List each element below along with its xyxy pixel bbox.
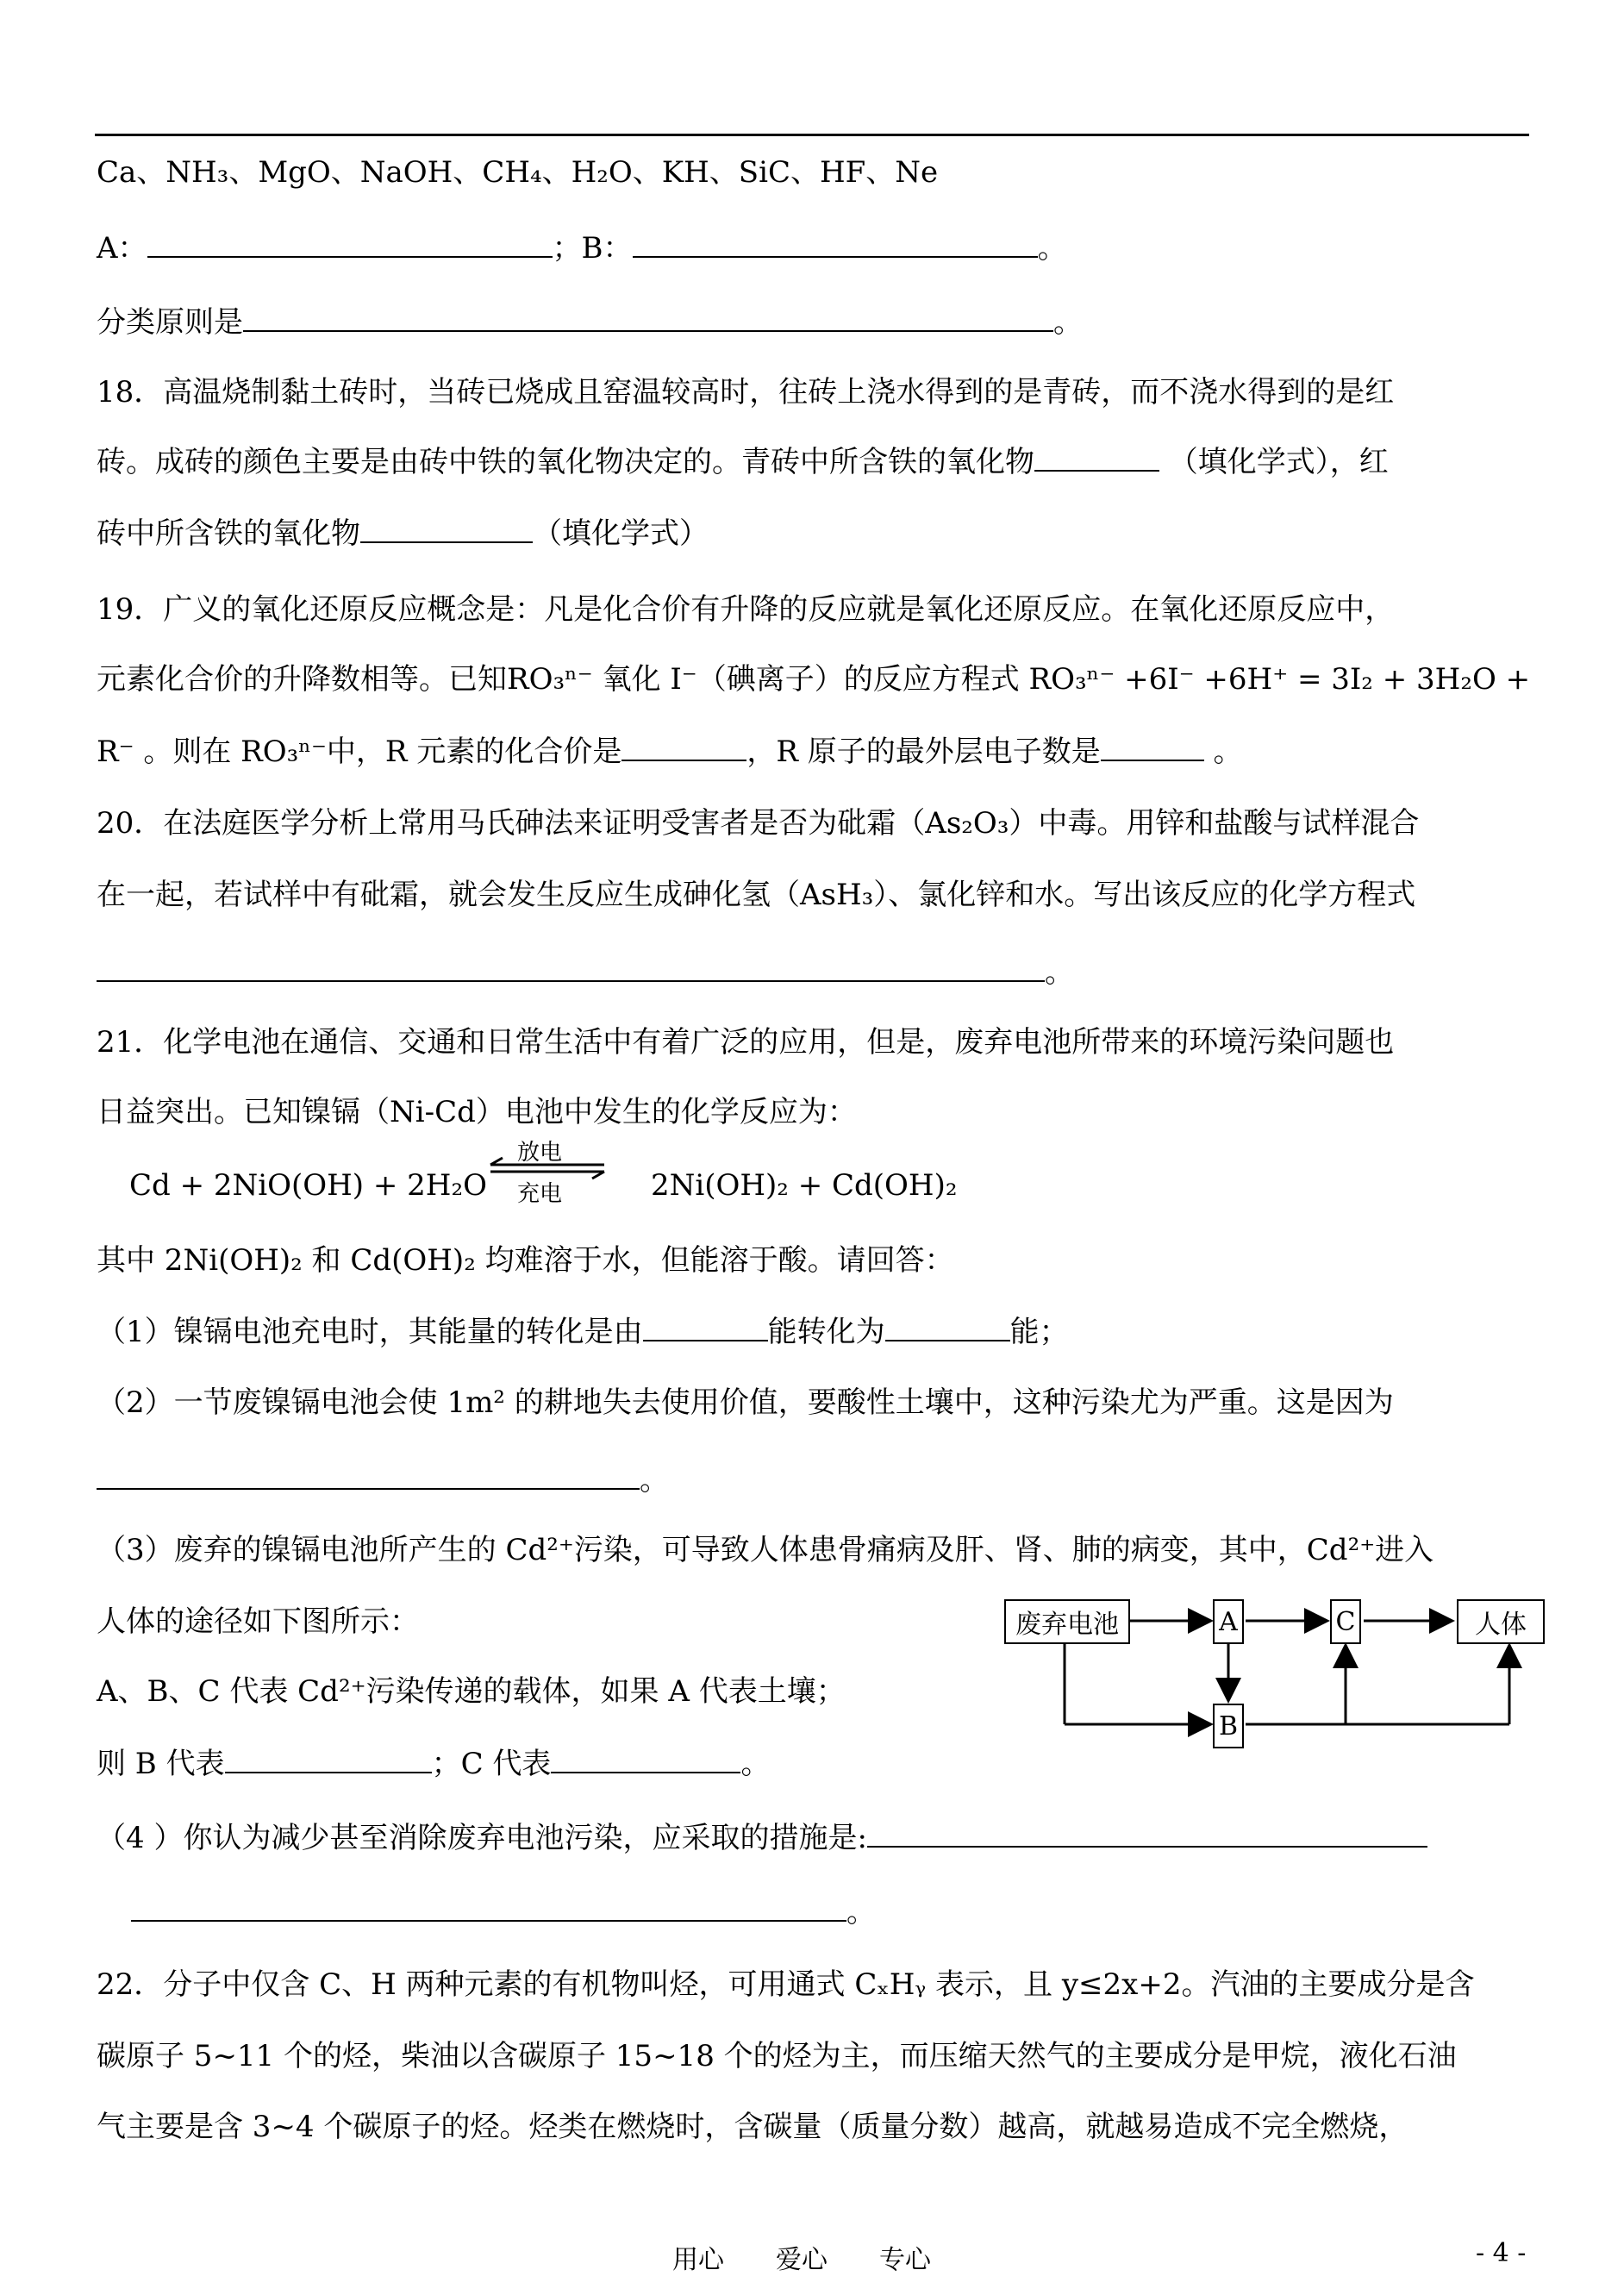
q18-line2 xyxy=(97,443,1529,481)
period: 。 xyxy=(846,1895,876,1929)
q20-line2: 在一起，若试样中有砒霜，就会发生反应生成砷化氢（AsH₃）、氯化锌和水。写出该反应的化学方程式 xyxy=(97,878,1416,912)
blank-a[interactable] xyxy=(147,230,553,258)
q21-text: （1）镍镉电池充电时，其能量的转化是由 xyxy=(97,1315,643,1349)
q21-line1: 21．化学电池在通信、交通和日常生活中有着广泛的应用，但是，废弃电池所带来的环境污染问题也 xyxy=(97,1025,1395,1060)
substance-list: Ca、NH₃、MgO、NaOH、CH₄、H₂O、KH、SiC、HF、Ne xyxy=(97,155,939,190)
blank-q21-energy-from[interactable] xyxy=(643,1314,768,1341)
q21-part3-line3: A、B、C 代表 Cd²⁺污染传递的载体，如果 A 代表土壤； xyxy=(97,1674,846,1709)
box-human: 人体 xyxy=(1457,1599,1545,1644)
q18-text: （填化学式），红 xyxy=(1159,445,1389,479)
q21-text: 能； xyxy=(1009,1315,1069,1349)
eq-right: 2Ni(OH)₂ + Cd(OH)₂ xyxy=(650,1168,958,1203)
eq-left: Cd + 2NiO(OH) + 2H₂O xyxy=(129,1168,487,1203)
q22-line3: 气主要是含 3~4 个碳原子的烃。烃类在燃烧时，含碳量（质量分数）越高，就越易造成不完全燃烧， xyxy=(97,2110,1409,2144)
q18-line1: 18．高温烧制黏土砖时，当砖已烧成且窑温较高时，往砖上浇水得到的是青砖，而不浇水得到的是红 xyxy=(97,375,1395,410)
q21-part4-answer xyxy=(131,1893,1529,1931)
period: 。 xyxy=(640,1463,669,1498)
q18-text: （填化学式） xyxy=(533,516,709,551)
period: 。 xyxy=(1037,231,1067,266)
classification-label: 分类原则是 xyxy=(97,305,243,340)
q19-line2: 元素化合价的升降数相等。已知RO₃ⁿ⁻ 氧化 I⁻（碘离子）的反应方程式 RO₃ⁿ⁻ +6I⁻ +6H⁺ = 3I₂ + 3H₂O + xyxy=(97,662,1531,697)
discharge-label: 放电 xyxy=(517,1140,563,1166)
q22-line2: 碳原子 5~11 个的烃，柴油以含碳原子 15~18 个的烃为主，而压缩天然气的主要成分是甲烷，液化石油 xyxy=(97,2039,1457,2073)
blank-q21-energy-to[interactable] xyxy=(885,1314,1010,1341)
q21-text: （4 ）你认为减少甚至消除废弃电池污染，应采取的措施是: xyxy=(97,1821,867,1855)
q19-text: ，R 原子的最外层电子数是 xyxy=(746,735,1101,769)
q18-text: 砖。成砖的颜色主要是由砖中铁的氧化物决定的。青砖中所含铁的氧化物 xyxy=(97,445,1034,479)
blank-q18-red-brick[interactable] xyxy=(360,516,533,543)
period: 。 xyxy=(740,1747,771,1781)
blank-q18-blue-brick[interactable] xyxy=(1034,444,1159,472)
blank-q21-reason[interactable] xyxy=(97,1462,640,1490)
q21-part1 xyxy=(97,1313,1529,1351)
blank-q19-valence[interactable] xyxy=(621,734,746,761)
q21-part2-answer xyxy=(97,1461,1529,1499)
box-c: C xyxy=(1330,1599,1361,1644)
box-b: B xyxy=(1213,1704,1244,1748)
q21-text: ；C 代表 xyxy=(431,1747,552,1781)
q21-text: 则 B 代表 xyxy=(97,1747,225,1781)
box-waste-battery: 废弃电池 xyxy=(1004,1599,1130,1644)
q19-text: R⁻ 。则在 RO₃ⁿ⁻中，R 元素的化合价是 xyxy=(97,735,622,769)
q21-part3-line2: 人体的途径如下图所示： xyxy=(97,1604,419,1639)
footer-motto: 用心 爱心 专心 xyxy=(672,2245,931,2275)
blank-q21-measures[interactable] xyxy=(867,1820,1427,1848)
blank-q21-measures-2[interactable] xyxy=(131,1894,846,1922)
q21-line2: 日益突出。已知镍镉（Ni-Cd）电池中发生的化学反应为： xyxy=(97,1095,857,1129)
q20-line3 xyxy=(97,954,1529,991)
q19-line3 xyxy=(97,733,1529,771)
blank-b[interactable] xyxy=(633,230,1038,258)
header-rule xyxy=(95,134,1529,136)
q19-line1: 19．广义的氧化还原反应概念是：凡是化合价有升降的反应就是氧化还原反应。在氧化还原反应中， xyxy=(97,592,1395,627)
q21-text: 能转化为 xyxy=(767,1315,885,1349)
reversible-arrow xyxy=(487,1135,608,1207)
q21-part4 xyxy=(97,1819,1529,1857)
classification-line xyxy=(97,303,1529,341)
page-number: - 4 - xyxy=(1476,2238,1527,2268)
q21-line3: 其中 2Ni(OH)₂ 和 Cd(OH)₂ 均难溶于水，但能溶于酸。请回答： xyxy=(97,1243,954,1278)
answer-line-ab xyxy=(97,229,1529,267)
q18-text: 砖中所含铁的氧化物 xyxy=(97,516,360,551)
period: 。 xyxy=(1045,955,1074,990)
q18-line3 xyxy=(97,515,1529,553)
blank-classification[interactable] xyxy=(243,304,1053,332)
blank-q20-equation[interactable] xyxy=(97,954,1045,982)
blank-q21-b[interactable] xyxy=(225,1746,432,1773)
q21-part2: （2）一节废镍镉电池会使 1m² 的耕地失去使用价值，要酸性土壤中，这种污染尤为严重。这是因为 xyxy=(97,1385,1394,1420)
cadmium-pathway-diagram xyxy=(996,1586,1547,1759)
label-b: ；B： xyxy=(552,231,633,266)
q21-part3-line1: （3）废弃的镍镉电池所产生的 Cd²⁺污染，可导致人体患骨痛病及肝、肾、肺的病变，其中，Cd²⁺进入 xyxy=(97,1533,1434,1567)
label-a: A： xyxy=(97,231,147,266)
charge-label: 充电 xyxy=(517,1181,563,1207)
q22-line1: 22．分子中仅含 C、H 两种元素的有机物叫烃，可用通式 CₓHᵧ 表示，且 y≤2x+2。汽油的主要成分是含 xyxy=(97,1967,1475,2002)
box-a: A xyxy=(1213,1599,1244,1644)
blank-q19-electrons[interactable] xyxy=(1101,734,1204,761)
q19-text: 。 xyxy=(1203,735,1243,769)
q20-line1: 20．在法庭医学分析上常用马氏砷法来证明受害者是否为砒霜（As₂O₃）中毒。用锌和盐酸与试样混合 xyxy=(97,806,1420,841)
period: 。 xyxy=(1053,305,1083,340)
blank-q21-c[interactable] xyxy=(551,1746,740,1773)
